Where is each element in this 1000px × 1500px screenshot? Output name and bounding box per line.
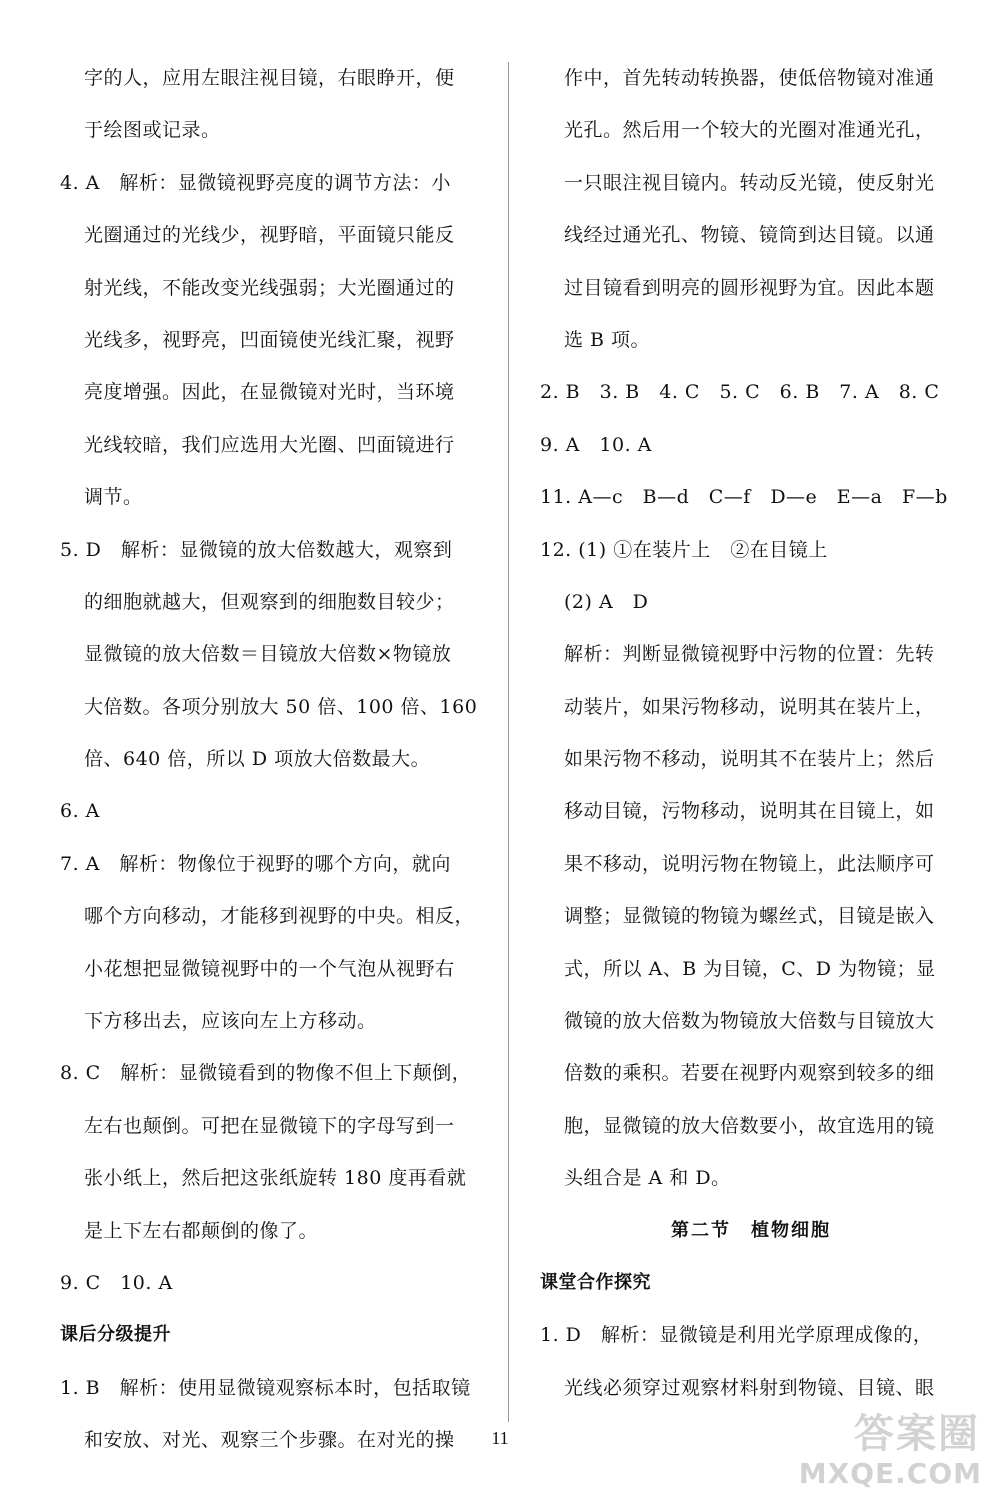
left-text-line: 倍、640 倍，所以 D 项放大倍数最大。 xyxy=(84,748,431,771)
right-text-line: 动装片，如果污物移动，说明其在装片上， xyxy=(564,695,935,718)
right-text-line: 光线必须穿过观察材料射到物镜、目镜、眼 xyxy=(564,1376,935,1399)
left-text-line: 光线较暗，我们应选用大光圈、凹面镜进行 xyxy=(84,433,455,456)
left-text-line: 射光线，不能改变光线强弱；大光圈通过的 xyxy=(84,276,455,299)
right-text-line: 果不移动，说明污物在物镜上，此法顺序可 xyxy=(564,852,935,875)
right-text-line: (2) A D xyxy=(564,590,649,613)
left-text-line: 7. A 解析：物像位于视野的哪个方向，就向 xyxy=(60,852,451,875)
section-heading: 课堂合作探究 xyxy=(540,1271,651,1293)
right-text-line: 9. A 10. A xyxy=(540,433,652,456)
left-text-line: 5. D 解析：显微镜的放大倍数越大，观察到 xyxy=(60,538,453,561)
right-text-line: 2. B 3. B 4. C 5. C 6. B 7. A 8. C xyxy=(540,381,940,404)
right-text-line: 线经过通光孔、物镜、镜筒到达目镜。以通 xyxy=(564,224,935,247)
right-text-line: 调整；显微镜的物镜为螺丝式，目镜是嵌入 xyxy=(564,905,935,928)
right-text-line: 移动目镜，污物移动，说明其在目镜上，如 xyxy=(564,800,935,823)
section-heading: 课后分级提升 xyxy=(60,1324,171,1346)
left-text-line: 下方移出去，应该向左上方移动。 xyxy=(84,1010,377,1033)
right-text-line: 选 B 项。 xyxy=(564,328,651,351)
left-text-line: 和安放、对光、观察三个步骤。在对光的操 xyxy=(84,1429,455,1452)
chapter-section-title: 第二节 植物细胞 xyxy=(671,1219,831,1241)
right-text-line: 11. A—c B—d C—f D—e E—a F—b xyxy=(540,486,948,509)
right-column xyxy=(540,52,950,1414)
left-text-line: 调节。 xyxy=(84,486,143,509)
left-text-line: 字的人，应用左眼注视目镜，右眼睁开，便 xyxy=(84,67,455,89)
left-text-line: 左右也颠倒。可把在显微镜下的字母写到一 xyxy=(84,1114,455,1137)
left-text-line: 6. A xyxy=(60,800,100,823)
left-text-line: 显微镜的放大倍数＝目镜放大倍数×物镜放 xyxy=(84,643,452,666)
left-text-line: 大倍数。各项分别放大 50 倍、100 倍、160 xyxy=(84,695,478,718)
watermark-text-bottom: MXQE.COM xyxy=(798,1457,982,1490)
page-number: 11 xyxy=(491,1428,509,1448)
watermark-text-top: 答案圈 xyxy=(854,1411,980,1457)
left-text-line: 张小纸上，然后把这张纸旋转 180 度再看就 xyxy=(84,1167,467,1190)
left-text-line: 4. A 解析：显微镜视野亮度的调节方法：小 xyxy=(60,171,451,194)
right-text-line: 过目镜看到明亮的圆形视野为宜。因此本题 xyxy=(564,276,935,299)
right-text-line: 12. (1) ①在装片上 ②在目镜上 xyxy=(540,538,828,561)
right-text-line: 光孔。然后用一个较大的光圈对准通光孔， xyxy=(564,119,935,142)
right-text-line: 作中，首先转动转换器，使低倍物镜对准通 xyxy=(564,67,935,89)
right-text-line: 倍数的乘积。若要在视野内观察到较多的细 xyxy=(564,1062,935,1085)
watermark-logo xyxy=(786,1402,986,1492)
left-text-line: 是上下左右都颠倒的像了。 xyxy=(84,1219,319,1242)
right-text-line: 如果污物不移动，说明其不在装片上；然后 xyxy=(564,748,935,771)
right-text-line: 头组合是 A 和 D。 xyxy=(564,1167,731,1190)
left-text-line: 亮度增强。因此，在显微镜对光时，当环境 xyxy=(84,381,455,404)
left-text-line: 小花想把显微镜视野中的一个气泡从视野右 xyxy=(84,957,455,980)
left-text-line: 8. C 解析：显微镜看到的物像不但上下颠倒， xyxy=(60,1062,472,1085)
left-column xyxy=(60,52,478,1467)
left-text-line: 9. C 10. A xyxy=(60,1271,173,1294)
left-text-line: 光线多，视野亮，凹面镜使光线汇聚，视野 xyxy=(84,328,455,351)
left-text-line: 1. B 解析：使用显微镜观察标本时，包括取镜 xyxy=(60,1376,471,1399)
right-text-line: 式，所以 A、B 为目镜，C、D 为物镜；显 xyxy=(564,957,936,980)
right-text-line: 微镜的放大倍数为物镜放大倍数与目镜放大 xyxy=(564,1010,935,1033)
left-text-line: 哪个方向移动，才能移到视野的中央。相反， xyxy=(84,905,475,928)
left-text-line: 的细胞就越大，但观察到的细胞数目较少； xyxy=(84,590,455,613)
right-text-line: 1. D 解析：显微镜是利用光学原理成像的， xyxy=(540,1324,933,1347)
left-text-line: 光圈通过的光线少，视野暗，平面镜只能反 xyxy=(84,224,455,247)
column-divider xyxy=(508,62,509,1422)
right-text-line: 解析：判断显微镜视野中污物的位置：先转 xyxy=(564,643,935,666)
left-text-line: 于绘图或记录。 xyxy=(84,119,221,142)
right-text-line: 一只眼注视目镜内。转动反光镜，使反射光 xyxy=(564,171,935,194)
right-text-line: 胞，显微镜的放大倍数要小，故宜选用的镜 xyxy=(564,1114,935,1137)
